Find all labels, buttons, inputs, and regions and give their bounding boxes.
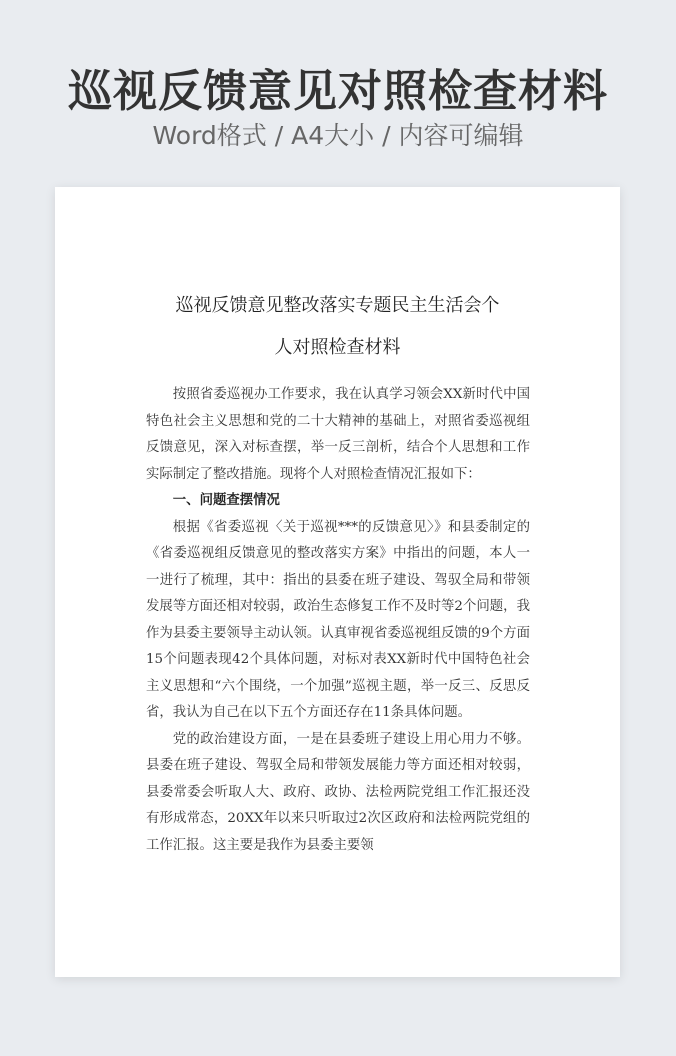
section-heading: 一、问题查摆情况 xyxy=(172,493,280,508)
document-title-line-1: 巡视反馈意见整改落实专题民主生活会个 xyxy=(175,295,500,316)
intro-paragraph: 按照省委巡视办工作要求，我在认真学习领会XX新时代中国特色社会主义思想和党的二十大精神的基础上，对照省委巡视组反馈意见，深入对标查摆，举一反三剖析，结合个人思想和工作实际制定了整改措施。现将个人对照检查情况汇报如下： xyxy=(146,387,530,482)
document-title xyxy=(55,285,620,369)
banner-title: 巡视反馈意见对照检查材料 xyxy=(68,66,608,117)
body-paragraph: 党的政治建设方面，一是在县委班子建设上用心用力不够。县委在班子建设、驾驭全局和带领发展能力等方面还相对较弱，县委常委会听取人大、政府、政协、法检两院党组工作汇报还没有形成常态，20XX年以来只听取过2次区政府和法检两院党组的工作汇报。这主要是我作为县委主要领 xyxy=(146,731,530,853)
document-body xyxy=(146,382,530,859)
document-title-line-2: 人对照检查材料 xyxy=(274,337,401,358)
banner-subtitle: Word格式 / A4大小 / 内容可编辑 xyxy=(152,121,524,150)
document-page xyxy=(55,187,620,977)
body-paragraph: 根据《省委巡视〈关于巡视***的反馈意见〉》和县委制定的《省委巡视组反馈意见的整改落实方案》中指出的问题，本人一一进行了梳理，其中：指出的县委在班子建设、驾驭全局和带领发展等方面还相对较弱，政治生态修复工作不及时等2个问题，我作为县委主要领导主动认领。认真审视省委巡视组反馈的9个方面15个问题表现42个具体问题，对标对表XX新时代中国特色社会主义思想和“六个围绕，一个加强”巡视主题，举一反三、反思反省，我认为自己在以下五个方面还存在11条具体问题。 xyxy=(146,519,530,720)
